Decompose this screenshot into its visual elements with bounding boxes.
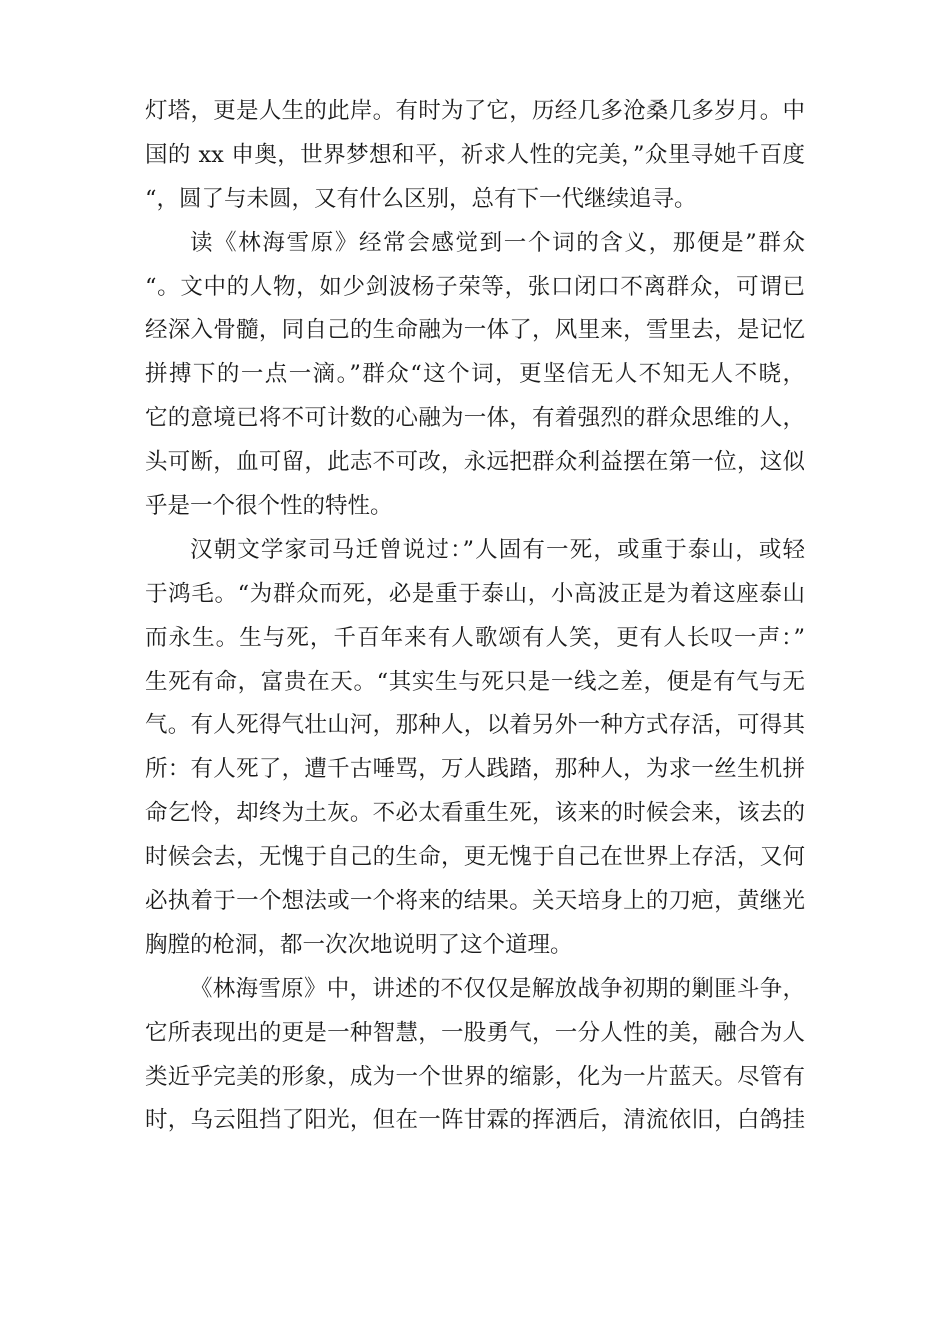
text-line: 必执着于一个想法或一个将来的结果。关天培身上的刀疤，黄继光 bbox=[145, 888, 805, 915]
text-line: 时候会去，无愧于自己的生命，更无愧于自己在世界上存活，又何 bbox=[145, 844, 805, 871]
document-body bbox=[145, 90, 805, 1143]
text-line: 而永生。生与死，千百年来有人歌颂有人笑，更有人长叹一声：” bbox=[145, 624, 805, 651]
text-line: 类近乎完美的形象，成为一个世界的缩影，化为一片蓝天。尽管有 bbox=[145, 1063, 805, 1090]
text-line: 生死有命，富贵在天。“其实生与死只是一线之差，便是有气与无 bbox=[145, 668, 805, 695]
text-line: 国的 xx 申奥，世界梦想和平，祈求人性的完美，”众里寻她千百度 bbox=[145, 141, 805, 168]
text-line: 读《林海雪原》经常会感觉到一个词的含义，那便是”群众 bbox=[190, 229, 805, 256]
text-line: 气。有人死得气壮山河，那种人，以着另外一种方式存活，可得其 bbox=[145, 712, 805, 739]
text-line: 乎是一个很个性的特性。 bbox=[145, 493, 393, 520]
text-line: 拼搏下的一点一滴。”群众“这个词，更坚信无人不知无人不晓， bbox=[145, 361, 805, 388]
text-line: 它的意境已将不可计数的心融为一体，有着强烈的群众思维的人， bbox=[145, 405, 805, 432]
text-line: 头可断，血可留，此志不可改，永远把群众利益摆在第一位，这似 bbox=[145, 449, 805, 476]
text-line: “，圆了与未圆，又有什么区别，总有下一代继续追寻。 bbox=[145, 185, 697, 212]
paragraph-1 bbox=[145, 90, 805, 222]
text-line: 《林海雪原》中，讲述的不仅仅是解放战争初期的剿匪斗争， bbox=[190, 975, 805, 1002]
text-line: 汉朝文学家司马迁曾说过：”人固有一死，或重于泰山，或轻 bbox=[190, 536, 805, 563]
text-line: “。文中的人物，如少剑波杨子荣等，张口闭口不离群众，可谓已 bbox=[145, 273, 805, 300]
text-line: 时，乌云阻挡了阳光，但在一阵甘霖的挥洒后，清流依旧，白鸽挂 bbox=[145, 1107, 805, 1134]
paragraph-4 bbox=[145, 968, 805, 1144]
text-line: 经深入骨髓，同自己的生命融为一体了，风里来，雪里去，是记忆 bbox=[145, 317, 805, 344]
paragraph-3 bbox=[145, 529, 805, 968]
text-line: 胸膛的枪洞，都一次次地说明了这个道理。 bbox=[145, 931, 573, 958]
text-line: 灯塔，更是人生的此岸。有时为了它，历经几多沧桑几多岁月。中 bbox=[145, 98, 805, 124]
text-line: 所：有人死了，遭千古唾骂，万人践踏，那种人，为求一丝生机拼 bbox=[145, 756, 805, 783]
text-line: 命乞怜，却终为土灰。不必太看重生死，该来的时候会来，该去的 bbox=[145, 800, 805, 827]
text-line: 它所表现出的更是一种智慧，一股勇气，一分人性的美，融合为人 bbox=[145, 1019, 805, 1046]
text-line: 于鸿毛。“为群众而死，必是重于泰山，小高波正是为着这座泰山 bbox=[145, 580, 805, 607]
paragraph-2 bbox=[145, 222, 805, 529]
